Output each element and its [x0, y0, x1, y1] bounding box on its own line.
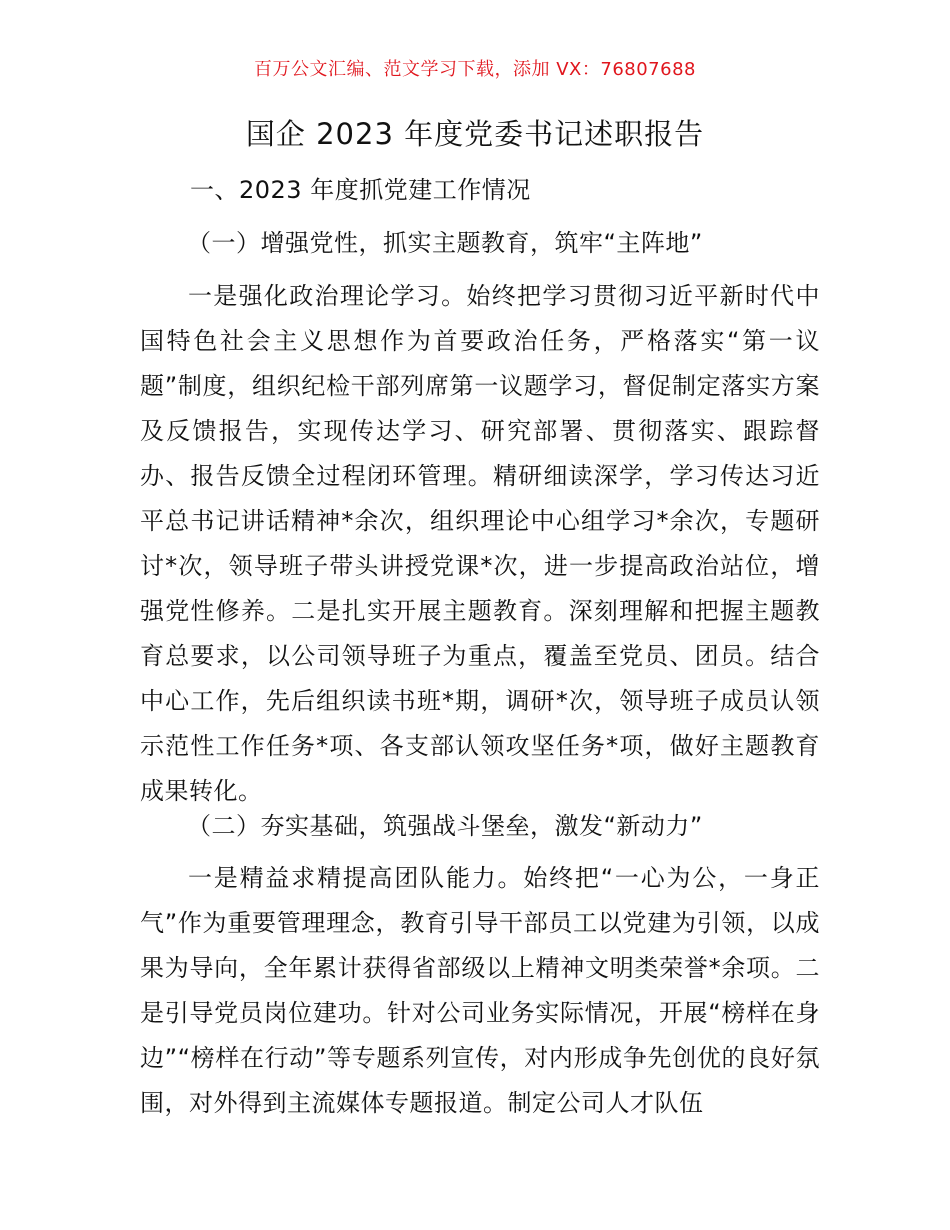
body-paragraph-1: 一是强化政治理论学习。始终把学习贯彻习近平新时代中国特色社会主义思想作为首要政治任务，严格落实“第一议题”制度，组织纪检干部列席第一议题学习，督促制定落实方案及反馈报告，实现传达学习、研究部署、贯彻落实、跟踪督办、报告反馈全过程闭环管理。精研细读深学，学习传达习近平总书记讲话精神*余次，组织理论中心组学习*余次，专题研讨*次，领导班子带头讲授党课*次，进一步提高政治站位，增强党性修养。二是扎实开展主题教育。深刻理解和把握主题教育总要求，以公司领导班子为重点，覆盖至党员、团员。结合中心工作，先后组织读书班*期，调研*次，领导班子成员认领示范性工作任务*项、各支部认领攻坚任务*项，做好主题教育成果转化。: [140, 282, 820, 805]
subsection-heading-2: （二）夯实基础，筑强战斗堡垒，激发“新动力”: [187, 812, 703, 840]
section-heading: 一、2023 年度抓党建工作情况: [190, 176, 531, 204]
watermark-banner: 百万公文汇编、范文学习下载，添加 VX：76807688: [254, 59, 696, 80]
subsection-heading-1: （一）增强党性，抓实主题教育，筑牢“主阵地”: [187, 229, 703, 257]
body-paragraph-2: 一是精益求精提高团队能力。始终把“一心为公，一身正气”作为重要管理理念，教育引导干部员工以党建为引领，以成果为导向，全年累计获得省部级以上精神文明类荣誉*余项。二是引导党员岗位建功。针对公司业务实际情况，开展“榜样在身边”“榜样在行动”等专题系列宣传，对内形成争先创优的良好氛围，对外得到主流媒体专题报道。制定公司人才队伍: [140, 864, 820, 1117]
page-title: 国企 2023 年度党委书记述职报告: [245, 117, 705, 151]
